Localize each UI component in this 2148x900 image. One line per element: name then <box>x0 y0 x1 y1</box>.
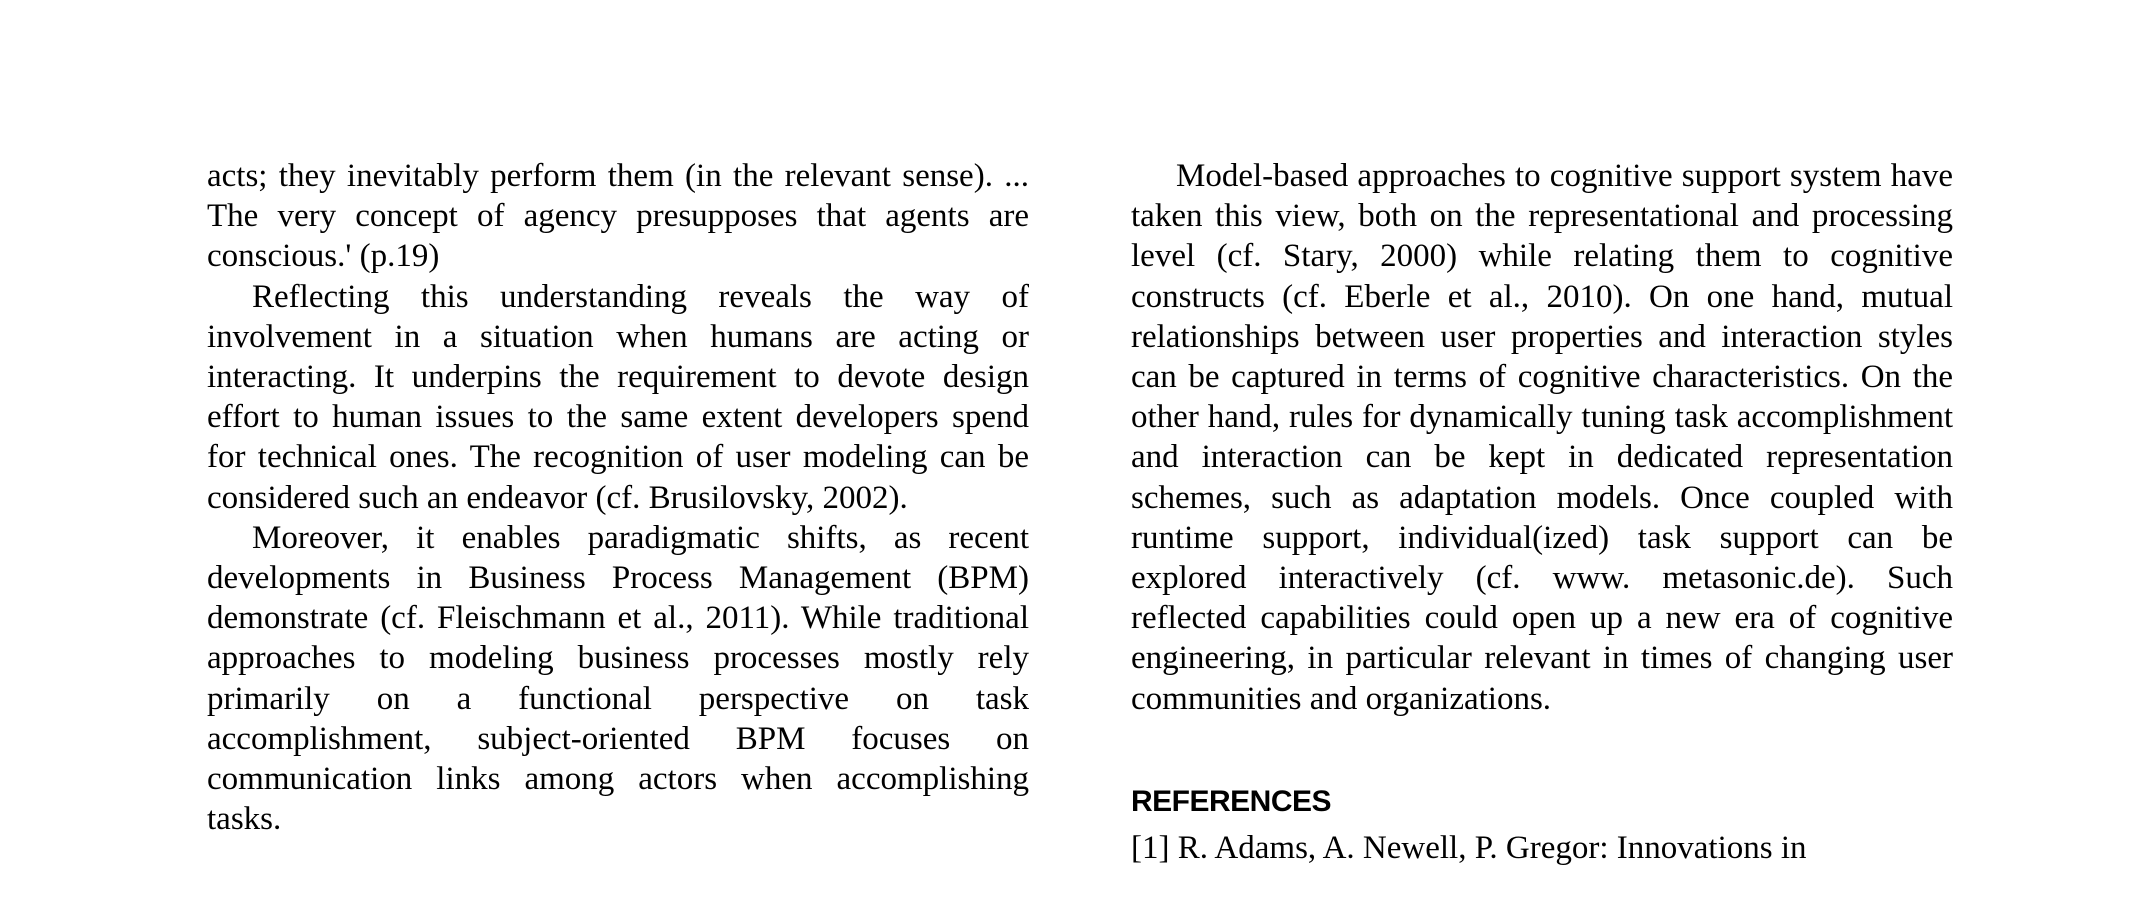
reference-item: [1] R. Adams, A. Newell, P. Gregor: Innovations in <box>1131 829 1807 866</box>
paragraph-moreover: Moreover, it enables paradigmatic shifts, as recent developments in Business Process Management (BPM) demonstrate (cf. Fleischmann et al., 2011). While traditional approaches to modeling business processes mostly rely primarily on a functional perspective on task accomplishment, subject-oriented BPM focuses on communication links among actors when accomplishing tasks. <box>207 519 1029 838</box>
paragraph-quote-continuation: acts; they inevitably perform them (in the relevant sense). ... The very concept of agency presupposes that agents are conscious.' (p.19) <box>207 158 1029 275</box>
references-heading: REFERENCES <box>1131 784 1332 818</box>
left-column <box>207 156 1029 839</box>
paragraph-reflecting: Reflecting this understanding reveals the way of involvement in a situation when humans are acting or interacting. It underpins the requirement to devote design effort to human issues to the same extent developers spend for technical ones. The recognition of user modeling can be considered such an endeavor (cf. Brusilovsky, 2002). <box>207 278 1029 516</box>
paragraph-model-based: Model-based approaches to cognitive support system have taken this view, both on the representational and processing level (cf. Stary, 2000) while relating them to cognitive constructs (cf. Eberle et al., 2010). On one hand, mutual relationships between user properties and interaction styles can be captured in terms of cognitive characteristics. On the other hand, rules for dynamically tuning task accomplishment and interaction can be kept in dedicated representation schemes, such as adaptation models. Once coupled with runtime support, individual(ized) task support can be explored interactively (cf. www. metasonic.de). Such reflected capabilities could open up a new era of cognitive engineering, in particular relevant in times of changing user communities and organizations. <box>1131 158 1953 717</box>
right-column <box>1131 156 1953 868</box>
